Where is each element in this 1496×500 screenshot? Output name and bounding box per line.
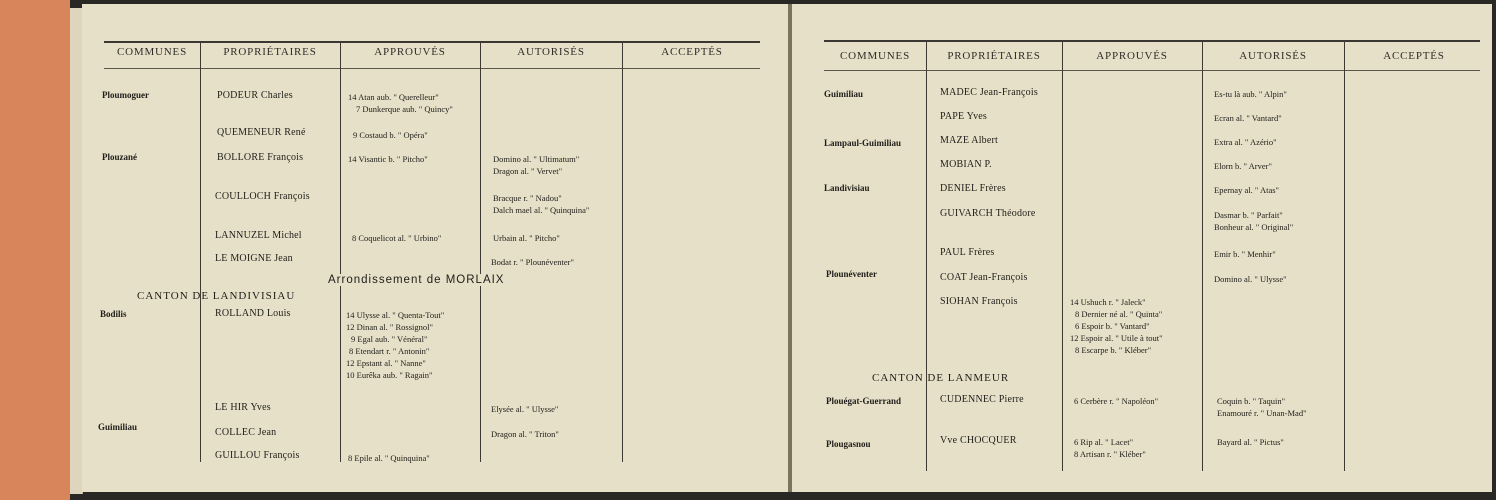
header-acceptes: ACCEPTÉS	[661, 46, 723, 58]
header-top-rule	[824, 40, 1480, 42]
approved-line: 12 Epstant al. " Nanne"	[346, 358, 426, 368]
approved-line: 12 Dinan al. " Rossignol"	[346, 322, 433, 332]
header-approuves: APPROUVÉS	[374, 46, 446, 58]
approved-line: 6 Espoir b. " Vantard"	[1075, 321, 1150, 331]
column-divider	[1344, 41, 1345, 471]
approved-line: 14 Atan aub. " Querelleur"	[348, 92, 439, 102]
commune-cell: Ploumoguer	[102, 90, 149, 100]
authorized-line: Bonheur al. " Original"	[1214, 222, 1294, 232]
authorized-line: Coquin b. " Taquin"	[1217, 396, 1286, 406]
approved-line: 8 Coquelicot al. " Urbino"	[352, 233, 442, 243]
owner-cell: PODEUR Charles	[217, 90, 293, 101]
approved-line: 8 Artisan r. " Kléber"	[1074, 449, 1146, 459]
approved-line: 7 Dunkerque aub. " Quincy"	[356, 104, 453, 114]
right-page	[792, 4, 1492, 492]
authorized-line: Dragon al. " Vervet"	[493, 166, 563, 176]
approved-line: 14 Ushuch r. " Jaleck"	[1070, 297, 1146, 307]
owner-cell: BOLLORE François	[217, 152, 304, 163]
authorized-line: Extra al. " Azério"	[1214, 137, 1277, 147]
header-communes: COMMUNES	[840, 50, 910, 62]
commune-cell: Landivisiau	[824, 183, 870, 193]
canton-title: CANTON DE LANMEUR	[872, 372, 1010, 384]
owner-cell: PAPE Yves	[940, 111, 988, 122]
owner-cell: MAZE Albert	[940, 135, 999, 146]
header-bottom-rule	[824, 70, 1480, 71]
commune-cell: Plouzané	[102, 152, 137, 162]
authorized-line: Dasmar b. " Parfait"	[1214, 210, 1283, 220]
owner-cell: MOBIAN P.	[940, 159, 992, 170]
commune-cell: Guimiliau	[824, 89, 864, 99]
authorized-line: Elysée al. " Ulysse"	[491, 404, 559, 414]
owner-cell: ROLLAND Louis	[215, 308, 291, 319]
approved-line: 14 Visantic b. " Pitcho"	[348, 154, 428, 164]
authorized-line: Epernay al. " Atas"	[1214, 185, 1280, 195]
owner-cell: GUIVARCH Théodore	[940, 208, 1036, 219]
left-page	[82, 4, 788, 492]
header-communes: COMMUNES	[117, 46, 187, 58]
header-bottom-rule	[104, 68, 760, 69]
column-divider	[1202, 41, 1203, 471]
authorized-line: Dragon al. " Triton"	[491, 429, 559, 439]
commune-cell: Guimiliau	[98, 422, 138, 432]
owner-cell: COULLOCH François	[215, 191, 310, 202]
owner-cell: Vve CHOCQUER	[940, 435, 1017, 446]
header-acceptes: ACCEPTÉS	[1383, 50, 1445, 62]
approved-line: 8 Epile al. " Quinquina"	[348, 453, 430, 463]
owner-cell: SIOHAN François	[940, 296, 1018, 307]
authorized-line: Domino al. " Ulysse"	[1214, 274, 1287, 284]
orange-cover-edge	[0, 0, 70, 500]
column-divider	[622, 42, 623, 462]
approved-line: 6 Cerbère r. " Napoléon"	[1074, 396, 1159, 406]
authorized-line: Bodat r. " Plounéventer"	[491, 257, 574, 267]
commune-cell: Plounéventer	[826, 269, 877, 279]
authorized-line: Bracque r. " Nadou"	[493, 193, 562, 203]
approved-line: 9 Costaud b. " Opéra"	[353, 130, 428, 140]
authorized-line: Emir b. " Menhir"	[1214, 249, 1276, 259]
owner-cell: CUDENNEC Pierre	[940, 394, 1024, 405]
owner-cell: COLLEC Jean	[215, 427, 277, 438]
owner-cell: LE HIR Yves	[215, 402, 271, 413]
commune-cell: Plouégat-Guerrand	[826, 396, 901, 406]
approved-line: 12 Espoir al. " Utile à tout"	[1070, 333, 1163, 343]
column-divider	[340, 42, 341, 462]
authorized-line: Es-tu là aub. " Alpin"	[1214, 89, 1287, 99]
authorized-line: Urbain al. " Pitcho"	[493, 233, 560, 243]
owner-cell: PAUL Frères	[940, 247, 995, 258]
authorized-line: Elorn b. " Arver"	[1214, 161, 1272, 171]
column-divider	[926, 41, 927, 471]
owner-cell: GUILLOU François	[215, 450, 300, 461]
owner-cell: LE MOIGNE Jean	[215, 253, 293, 264]
owner-cell: DENIEL Frères	[940, 183, 1006, 194]
owner-cell: COAT Jean-François	[940, 272, 1028, 283]
approved-line: 8 Etendart r. " Antonin"	[349, 346, 430, 356]
commune-cell: Bodilis	[100, 309, 127, 319]
owner-cell: QUEMENEUR René	[217, 127, 306, 138]
commune-cell: Lampaul-Guimiliau	[824, 138, 902, 148]
owner-cell: MADEC Jean-François	[940, 87, 1038, 98]
owner-cell: LANNUZEL Michel	[215, 230, 302, 241]
authorized-line: Ecran al. " Vantard"	[1214, 113, 1282, 123]
header-proprietaires: PROPRIÉTAIRES	[947, 50, 1041, 62]
header-approuves: APPROUVÉS	[1096, 50, 1168, 62]
header-autorises: AUTORISÉS	[1239, 50, 1307, 62]
authorized-line: Domino al. " Ultimatum"	[493, 154, 580, 164]
approved-line: 10 Eurêka aub. " Ragain"	[346, 370, 433, 380]
canton-title: CANTON DE LANDIVISIAU	[137, 290, 296, 302]
approved-line: 14 Ulysse al. " Quenta-Tout"	[346, 310, 445, 320]
authorized-line: Enamouré r. " Unan-Mad"	[1217, 408, 1307, 418]
header-top-rule	[104, 41, 760, 43]
commune-cell: Plougasnou	[826, 439, 871, 449]
authorized-line: Bayard al. " Pictus"	[1217, 437, 1284, 447]
arrondissement-title: Arrondissement de MORLAIX	[324, 274, 508, 286]
approved-line: 8 Dernier né al. " Quinta"	[1075, 309, 1163, 319]
approved-line: 6 Rip al. " Lacet"	[1074, 437, 1134, 447]
approved-line: 8 Escarpe b. " Kléber"	[1075, 345, 1152, 355]
column-divider	[480, 42, 481, 462]
header-proprietaires: PROPRIÉTAIRES	[223, 46, 317, 58]
approved-line: 9 Egal aub. " Vénéral"	[351, 334, 428, 344]
column-divider	[1062, 41, 1063, 471]
column-divider	[200, 42, 201, 462]
header-autorises: AUTORISÉS	[517, 46, 585, 58]
authorized-line: Dalch mael al. " Quinquina"	[493, 205, 590, 215]
